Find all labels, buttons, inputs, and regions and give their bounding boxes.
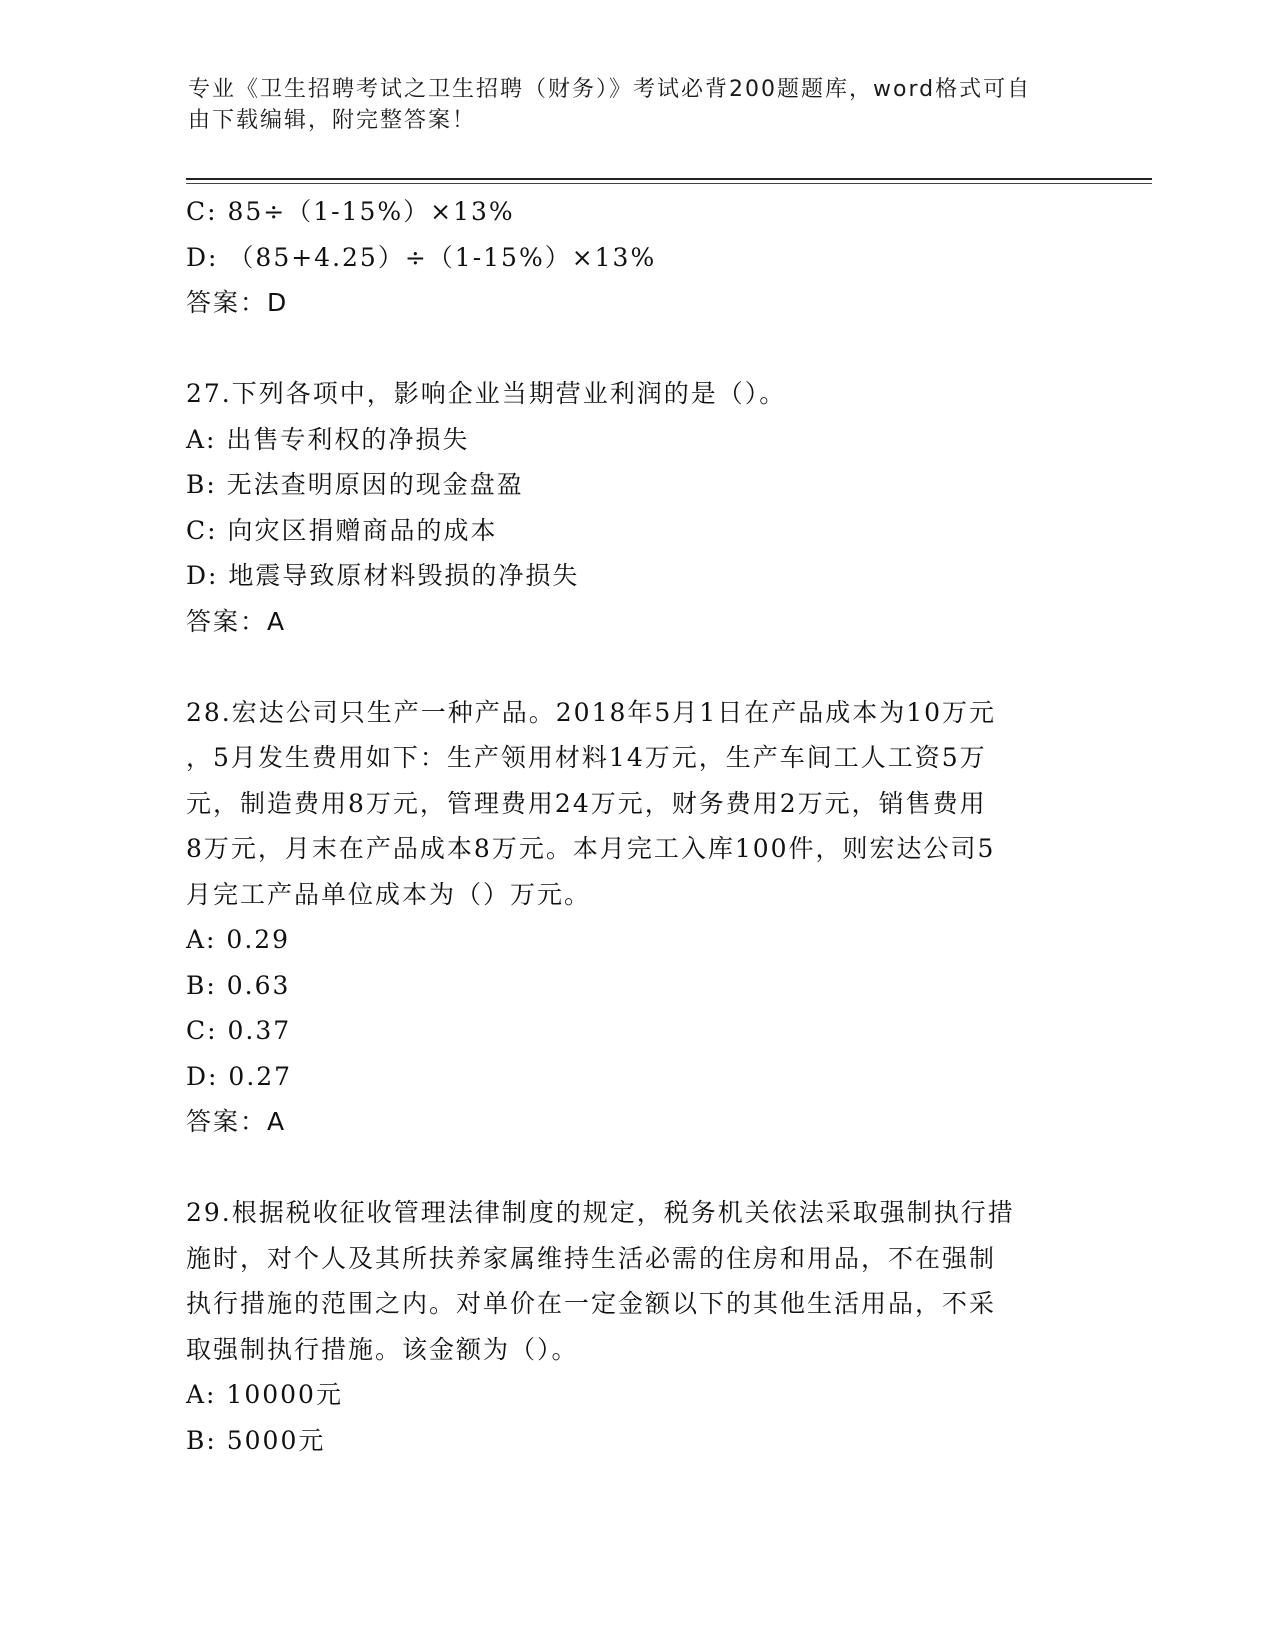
option-a: A: 10000元 [186,1380,343,1409]
header-line-2: 由下载编辑，附完整答案！ [188,108,477,133]
question-stem-line: 施时，对个人及其所扶养家属维持生活必需的住房和用品，不在强制 [186,1243,997,1273]
spacer [186,644,1086,690]
question-stem: 27.下列各项中，影响企业当期营业利润的是（）。 [186,379,787,408]
option-c: C: 向灾区捐赠商品的成本 [186,515,498,545]
question-27 [186,371,1086,644]
answer: 答案：D [186,288,289,317]
option-b: B: 无法查明原因的现金盘盈 [186,470,524,499]
option-d: D: 0.27 [186,1061,293,1091]
option-a: A: 0.29 [186,925,291,954]
header-divider-thin [186,183,1152,184]
question-stem-line: 元，制造费用8万元，管理费用24万元，财务费用2万元，销售费用 [186,788,987,818]
spacer [186,326,1086,372]
option-c: C: 85÷（1-15%）×13% [186,197,515,226]
option-b: B: 5000元 [186,1425,326,1455]
question-stem-line: 执行措施的范围之内。对单价在一定金额以下的其他生活用品，不采 [186,1289,997,1318]
question-stem-line: 8万元，月末在产品成本8万元。本月完工入库100件，则宏达公司5 [186,834,996,863]
question-28 [186,690,1086,1145]
document-body [186,189,1086,1463]
spacer [186,1145,1086,1191]
answer: 答案：A [186,606,287,636]
question-26-continuation [186,189,1086,326]
question-29 [186,1190,1086,1463]
question-stem-line: 月完工产品单位成本为（）万元。 [186,879,592,909]
question-stem-line: 28.宏达公司只生产一种产品。2018年5月1日在产品成本为10万元 [186,697,997,727]
option-a: A: 出售专利权的净损失 [186,424,470,454]
option-b: B: 0.63 [186,970,291,1000]
header-line-1: 专业《卫生招聘考试之卫生招聘（财务）》考试必背200题题库，word格式可自 [188,77,1032,102]
question-stem-line: 取强制执行措施。该金额为（）。 [186,1334,579,1364]
option-c: C: 0.37 [186,1016,292,1045]
header-divider-thick [186,178,1152,180]
question-stem-line: 29.根据税收征收管理法律制度的规定，税务机关依法采取强制执行措 [186,1198,1015,1227]
option-d: D: （85+4.25）÷（1-15%）×13% [186,242,657,272]
option-d: D: 地震导致原材料毁损的净损失 [186,561,580,590]
answer: 答案：A [186,1107,287,1136]
document-header [188,74,1088,136]
question-stem-line: ，5月发生费用如下：生产领用材料14万元，生产车间工人工资5万 [186,743,987,772]
